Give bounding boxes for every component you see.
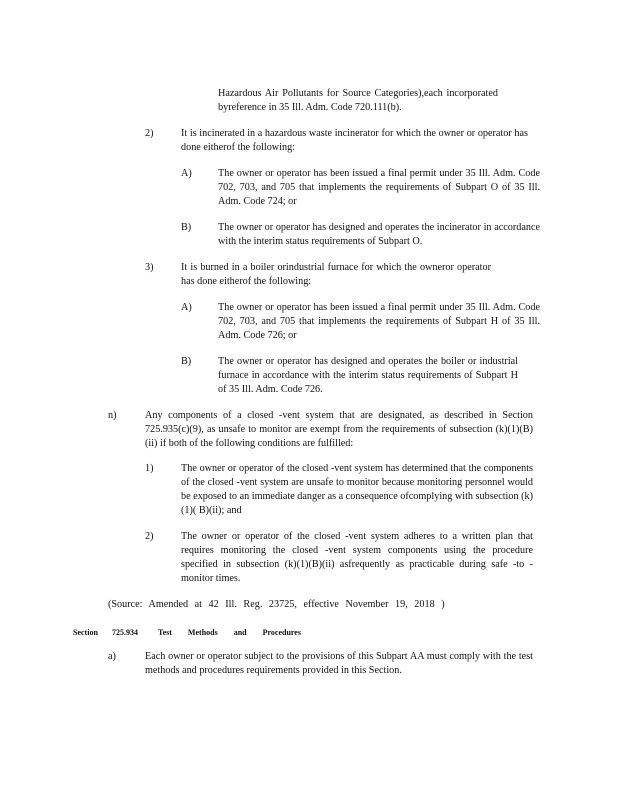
item-3A-label: A) (181, 302, 192, 313)
item-2A-label: A) (181, 168, 192, 179)
source-note: (Source: Amended at 42 Ill. Reg. 23725, effective November 19, 2018 ) (108, 599, 445, 610)
item-a-text: Each owner or operator subject to the provisions of this Subpart AA must comply with the test methods and procedures requirements provided in this Section. (145, 651, 533, 676)
item-2B-label: B) (181, 222, 192, 233)
item-n2-label: 2) (145, 531, 154, 542)
item-2B-text: The owner or operator has designed and operates the incinerator in accordance with the interim status requirements of Subpart O. (218, 222, 540, 247)
section-number: 725.934 (112, 628, 138, 637)
item-n-text: Any components of a closed -vent system that are designated, as described in Section 725.935(c)(9), as unsafe to monitor are exempt from the requirements of subsection (k)(1)(B)(ii) if both of the following conditions are fulfilled: (145, 410, 533, 449)
item-a-label: a) (108, 651, 116, 662)
item-3B-text: The owner or operator has designed and operates the boiler or industrial furnace in accordance with the interim status requirements of Subpart H of 35 Ill. Adm. Code 726. (218, 356, 518, 395)
item-n-label: n) (108, 410, 117, 421)
item-n2-text: The owner or operator of the closed -vent system adheres to a written plan that requires monitoring the closed -vent system components using the procedure specified in subsection (k)(1)(B)(ii) asfrequently as practicable during safe -to -monitor times. (181, 531, 533, 584)
item-2A-text: The owner or operator has been issued a final permit under 35 Ill. Adm. Code 702, 703, and 705 that implements the requirements of Subpart O of 35 Ill. Adm. Code 724; or (218, 168, 540, 207)
item-n1-text: The owner or operator of the closed -vent system has determined that the components of the closed -vent system are unsafe to monitor because monitoring personnel would be exposed to an immediate danger as a consequence ofcomplying with subsection (k)(1)( B)(ii); and (181, 463, 533, 516)
item-2-label: 2) (145, 128, 154, 139)
section-word: Section (73, 628, 98, 637)
item-n1-label: 1) (145, 463, 154, 474)
item-3A-text: The owner or operator has been issued a final permit under 35 Ill. Adm. Code 702, 703, and 705 that implements the requirements of Subpart H of 35 Ill. Adm. Code 726; or (218, 302, 540, 341)
item-3-label: 3) (145, 262, 154, 273)
section-title: Test Methods and Procedures (158, 628, 301, 637)
item-2-text: It is incinerated in a hazardous waste incinerator for which the owner or operator has done eitherof the following: (181, 128, 528, 153)
continuation-paragraph: Hazardous Air Pollutants for Source Categories),each incorporated byreference in 35 Ill. Adm. Code 720.111(b). (218, 88, 498, 113)
item-3B-label: B) (181, 356, 192, 367)
item-3-text: It is burned in a boiler orindustrial furnace for which the owneror operator has done eitherof the following: (181, 262, 491, 287)
